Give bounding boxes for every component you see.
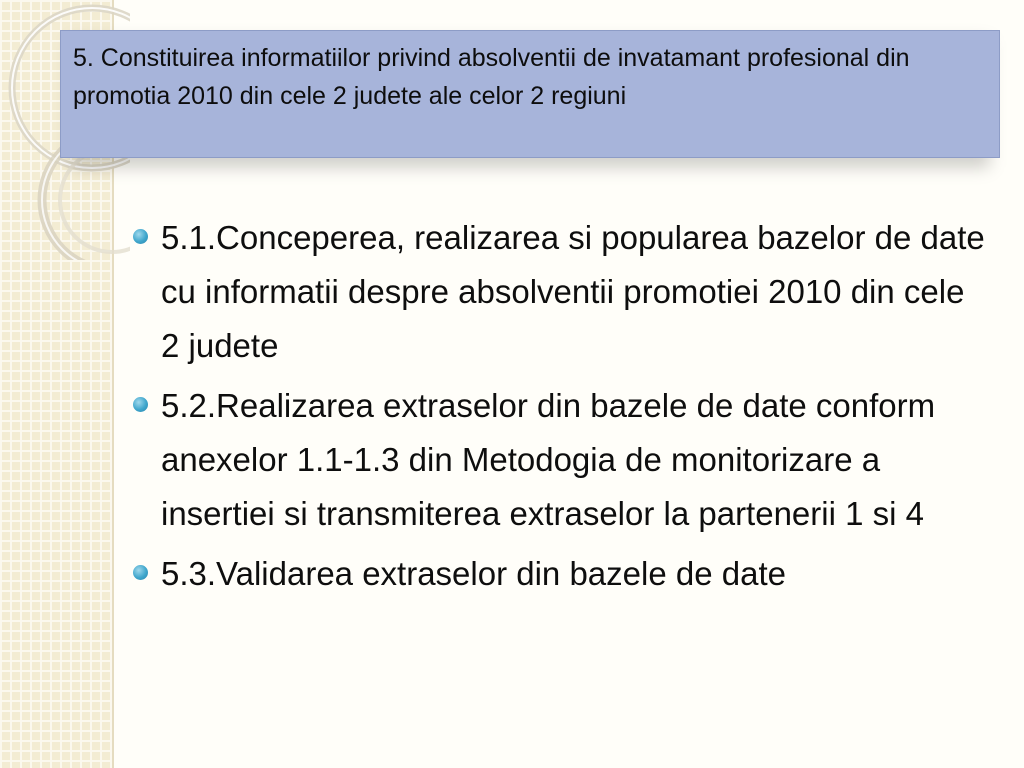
circle-bullet-icon [133, 565, 148, 580]
bullet-list [130, 211, 990, 607]
slide-title-text: 5. Constituirea informatiilor privind absolventii de invatamant profesional din promotia 2010 din cele 2 judete ale celor 2 regiuni [73, 44, 910, 110]
circle-bullet-icon [133, 397, 148, 412]
list-item-text: 5.2.Realizarea extraselor din bazele de date conform anexelor 1.1-1.3 din Metodogia de monitorizare a insertiei si transmiterea extraselor la partenerii 1 si 4 [161, 387, 936, 532]
list-item [130, 211, 990, 373]
slide-title [60, 30, 1000, 158]
list-item [130, 547, 990, 601]
circle-bullet-icon [133, 229, 148, 244]
list-item-text: 5.3.Validarea extraselor din bazele de date [161, 555, 786, 592]
list-item [130, 379, 990, 541]
list-item-text: 5.1.Conceperea, realizarea si popularea bazelor de date cu informatii despre absolventii promotiei 2010 din cele 2 judete [161, 219, 985, 364]
